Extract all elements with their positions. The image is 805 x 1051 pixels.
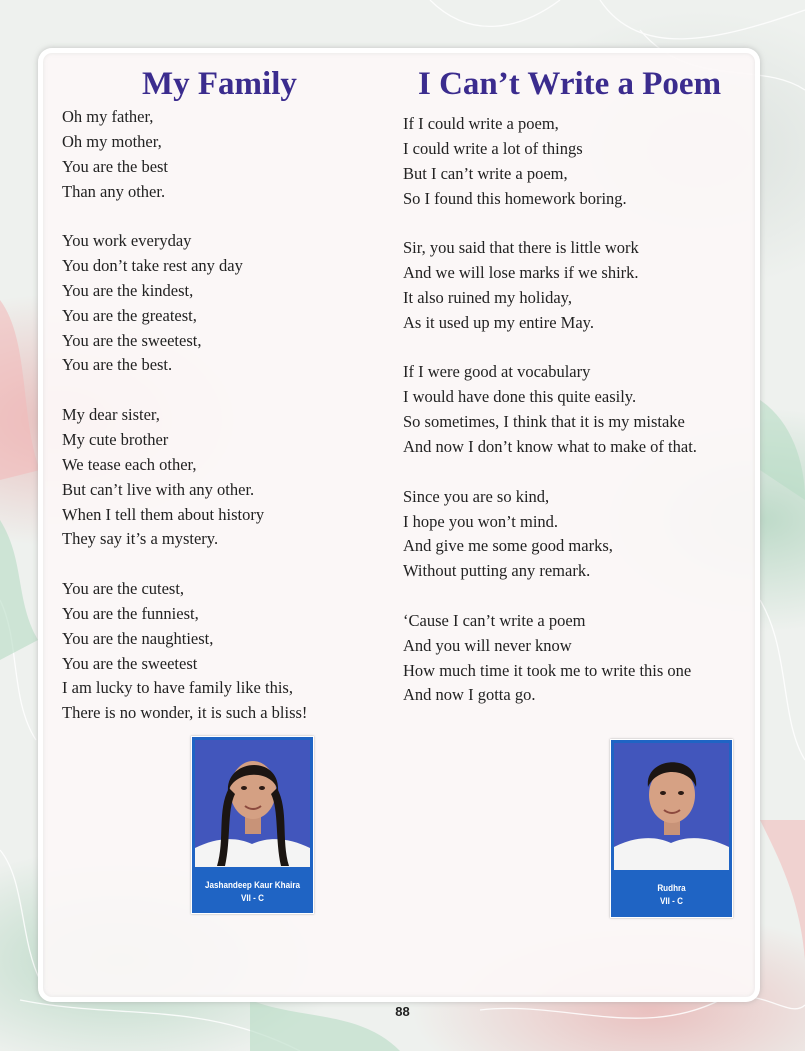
left-author-photo [191,736,314,914]
right-author-name: Rudhra [657,883,686,893]
left-poem-title: My Family [142,66,297,102]
right-author-photo [610,739,733,918]
left-author-name: Jashandeep Kaur Khaira [204,880,300,890]
page-number: 88 [395,1004,410,1019]
left-author-class: VII - C [241,893,264,903]
right-poem-text: If I could write a poem, I could write a lot of things But I can’t write a poem, So I found this homework boring. Sir, you said that there is little work And we will lose marks if we shirk. It also ruined my holiday, As it used up my entire May. If I were good at vocabulary I would have done this quite easily. So sometimes, I think that it is my mistake And now I don’t know what to make of that. Since you are so kind, I hope you won’t mind. And give me some good marks, Without putting any remark. ‘Cause I can’t write a poem And you will never know How much time it took me to write this one And now I gotta go. [403,114,697,705]
right-author-class: VII - C [660,896,683,906]
girl-portrait-icon [195,740,310,867]
left-poem-text: Oh my father, Oh my mother, You are the best Than any other. You work everyday You don’t take rest any day You are the kindest, You are the greatest, You are the sweetest, You are the best. My dear sister, My cute brother We tease each other, But can’t live with any other. When I tell them about history They say it’s a mystery. You are the cutest, You are the funniest, You are the naughtiest, You are the sweetest I am lucky to have family like this, There is no wonder, it is such a bliss! [62,107,308,723]
boy-portrait-icon [614,743,729,870]
right-poem-title: I Can’t Write a Poem [418,66,722,102]
